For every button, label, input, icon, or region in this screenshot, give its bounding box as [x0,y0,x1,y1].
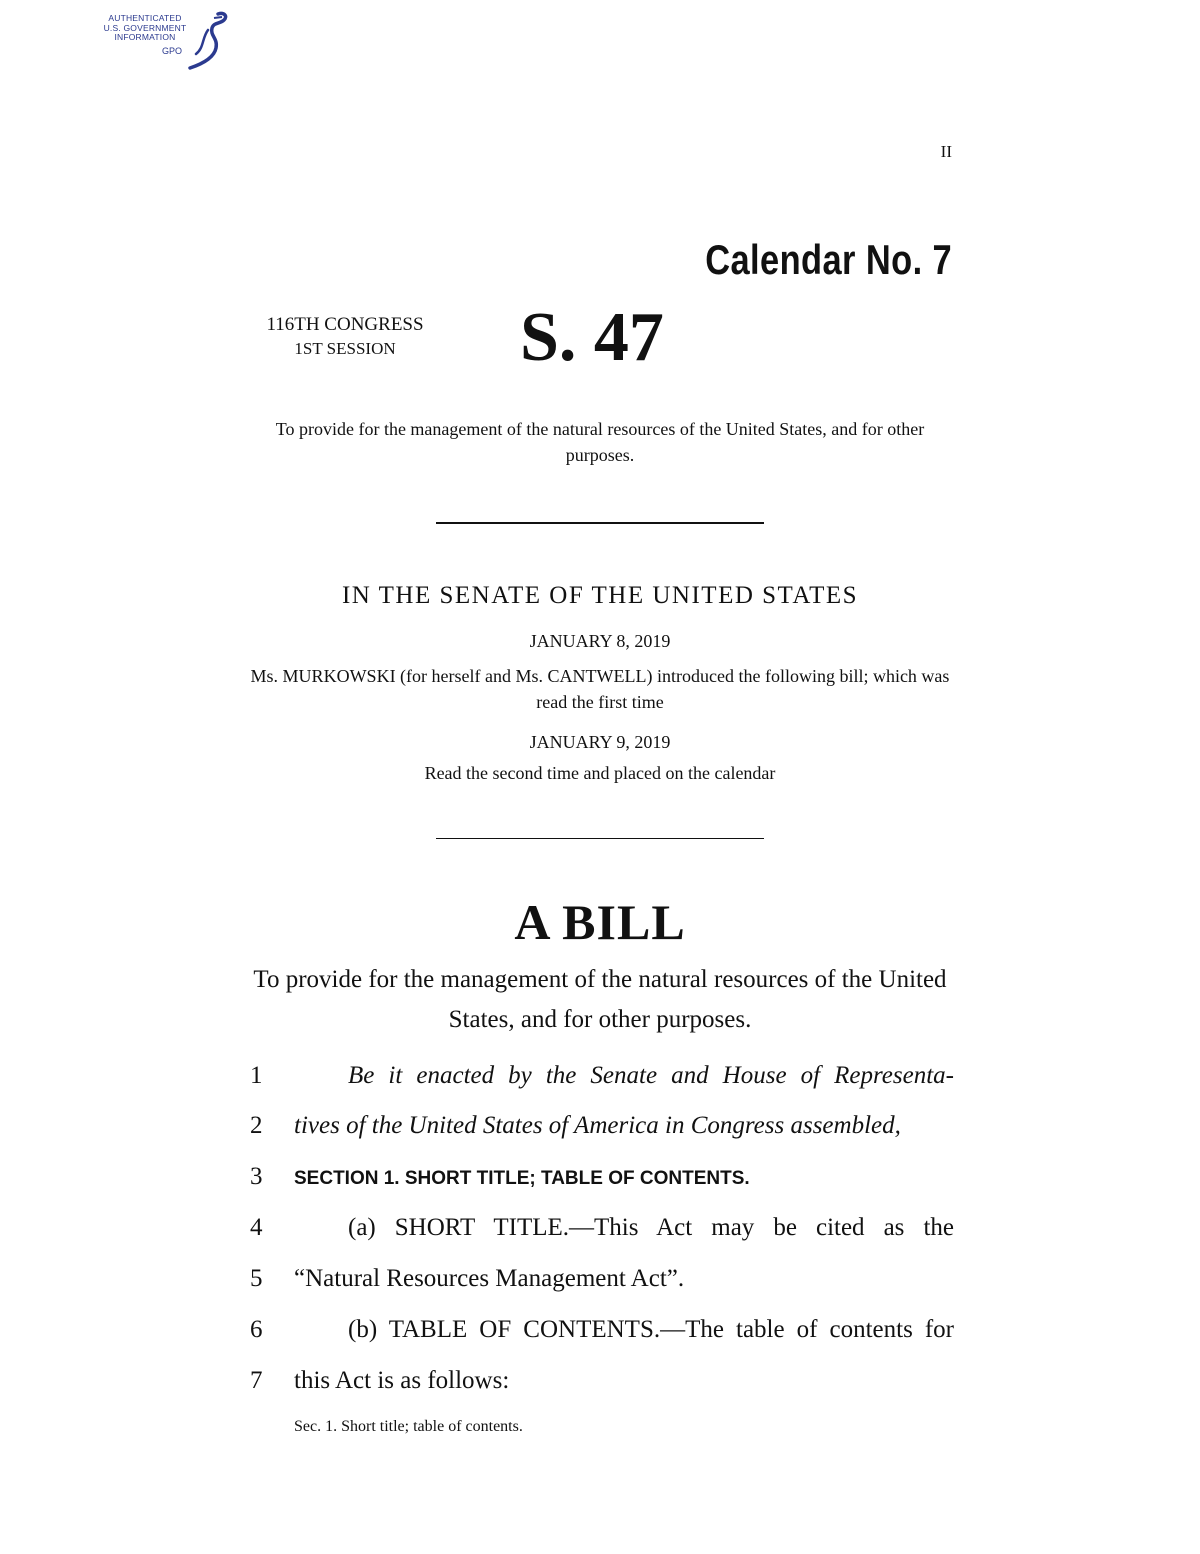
bill-purpose-short: To provide for the management of the natural resources of the United States, and for other purposes. [275,419,925,465]
divider-rule [436,838,764,839]
chamber-heading: IN THE SENATE OF THE UNITED STATES [341,582,859,609]
line-number: 7 [250,1367,263,1394]
enacting-clause-line: tives of the United States of America in Congress assembled, [294,1112,901,1139]
gpo-abbr: GPO [162,46,183,56]
eagle-icon [178,8,230,72]
line-number: 3 [250,1163,263,1190]
toc-entry: Sec. 1. Short title; table of contents. [294,1418,523,1435]
bill-text-line: “Natural Resources Management Act”. [294,1265,685,1292]
line-number: 5 [250,1265,263,1292]
bill-number: S. 47 [520,299,664,376]
gpo-stamp-line: AUTHENTICATED [108,13,182,23]
document-type-heading: A BILL [514,894,686,950]
page-marker: II [940,142,952,161]
divider-rule [436,522,764,524]
section-heading: SECTION 1. SHORT TITLE; TABLE OF CONTENTS. [294,1168,750,1189]
gpo-stamp-text [100,14,190,43]
calendar-number: Calendar No. 7 [705,236,952,283]
congress-label: 116TH CONGRESS [266,314,424,335]
action-date: JANUARY 9, 2019 [529,732,671,752]
enacting-clause-line: Be it enacted by the Senate and House of Representa- [348,1062,954,1089]
action-date: JANUARY 8, 2019 [529,631,671,651]
bill-text-line: (a) SHORT TITLE.—This Act may be cited as the [348,1214,954,1241]
bill-text-line: (b) TABLE OF CONTENTS.—The table of contents for [348,1316,954,1343]
action-text: Ms. MURKOWSKI (for herself and Ms. CANTWELL) introduced the following bill; which was read the first time [250,666,950,712]
gpo-stamp-line: INFORMATION [114,32,176,42]
action-text: Read the second time and placed on the calendar [424,763,776,783]
session-label: 1ST SESSION [294,339,396,358]
line-number: 1 [250,1062,263,1089]
bill-text-line: this Act is as follows: [294,1367,510,1394]
gpo-stamp-line: U.S. GOVERNMENT [103,22,187,33]
line-number: 6 [250,1316,263,1343]
gpo-authentication-logo [100,8,230,72]
line-number: 4 [250,1214,263,1241]
line-number: 2 [250,1112,263,1139]
bill-purpose-long: To provide for the management of the natural resources of the United States, and for other purposes. [253,966,947,1033]
congress-session [230,313,460,361]
